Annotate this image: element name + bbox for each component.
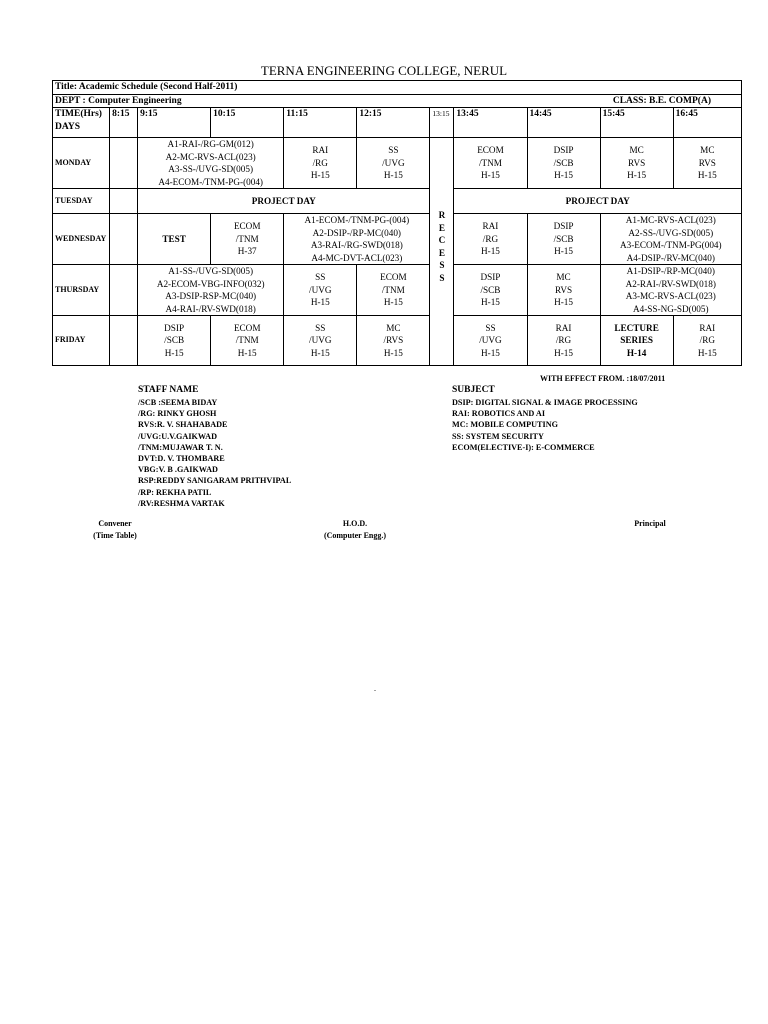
subject-item: SS: SYSTEM SECURITY [452,431,544,441]
batch-line: A3-DSIP-RSP-MC(040) [165,291,257,301]
time-days-header [53,108,110,138]
time-slot: 10:15 [211,108,284,138]
subject: ECOM [477,145,504,156]
day-label: TUESDAY [53,189,110,214]
subject: RAI [555,322,572,333]
timetable [52,80,742,366]
principal-signature [610,518,690,530]
thursday-row [53,265,742,316]
hod-label: H.O.D. [342,519,368,528]
batch-cell [138,265,284,316]
room: H-15 [237,347,257,358]
lecture-series-cell [600,316,673,366]
staff-item: DVT:D. V. THOMBARE [138,454,225,464]
subject: DSIP [164,322,185,333]
room: H-15 [310,297,330,308]
batch-line: A2-RAI-/RV-SWD(018) [625,278,716,289]
staff-item: /SCB :SEEMA BIDAY [138,398,218,407]
room: H-14 [626,347,647,358]
batch-line: A1-ECOM-/TNM-PG-(004) [304,215,410,225]
batch-cell [138,138,284,189]
lecture-cell [211,316,284,366]
lecture-cell [357,265,430,316]
subject-item: DSIP: DIGITAL SIGNAL & IMAGE PROCESSING [452,398,638,407]
friday-row [53,316,742,366]
principal-label: Principal [634,519,666,528]
batch-line: A2-MC-RVS-ACL(023) [165,151,256,162]
subject: MC [556,272,571,283]
batch-line: A1-DSIP-/RP-MC(040) [626,266,715,276]
recess-letter: S [439,272,445,283]
staff-item: RVS:R. V. SHAHABADE [138,420,228,430]
lecture-cell [673,316,741,366]
subject: RAI [312,145,329,156]
day-label: MONDAY [53,138,110,189]
faculty: /UVG [382,157,405,168]
lecture-cell [454,138,527,189]
batch-line: A1-MC-RVS-ACL(023) [625,215,716,225]
recess-column [430,138,454,366]
staff-list [138,384,291,509]
time-slot: 13:45 [454,108,527,138]
empty-cell [110,316,138,366]
batch-line: A3-ECOM-/TNM-PG(004) [620,240,722,250]
subject-list [452,384,638,453]
test-cell: TEST [138,214,211,265]
lecture-cell [357,316,430,366]
room: H-15 [554,297,573,308]
lecture-cell [454,265,527,316]
faculty: /RG [312,157,328,168]
room: H-15 [310,170,330,181]
lecture-cell [600,138,673,189]
staff-item: /TNM:MUJAWAR T. N. [138,442,223,452]
convener-sub: (Time Table) [93,531,137,540]
time-header-row [53,108,742,138]
empty-cell [110,265,138,316]
room: H-15 [554,170,573,181]
batch-line: A4-SS-NG-SD(005) [633,303,709,314]
wednesday-row [53,214,742,265]
subject: DSIP [480,272,501,283]
effective-date: WITH EFFECT FROM. :18/07/2011 [540,374,666,383]
time-label: TIME(Hrs) [55,109,102,119]
room: H-15 [697,347,717,358]
subject: SS [388,145,399,156]
lecture-cell [527,214,600,265]
faculty: /TNM [235,335,259,346]
subject: MC [629,145,644,156]
batch-line: A2-SS-/UVG-SD(005) [628,227,714,238]
room: H-15 [554,246,573,257]
staff-heading: STAFF NAME [138,385,199,395]
time-slot: 9:15 [138,108,211,138]
batch-line: A1-RAI-/RG-GM(012) [167,139,254,149]
stray-dot: . [374,684,376,693]
batch-line: A4-MC-DVT-ACL(023) [311,252,403,263]
room: H-37 [237,246,257,257]
lecture-cell [673,138,741,189]
title-line: Title: Academic Schedule (Second Half-2011) [53,81,742,95]
subject: LECTURE [614,322,659,333]
lecture-cell [527,316,600,366]
batch-line: A3-SS-/UVG-SD(005) [168,164,254,174]
subject: MC [386,322,401,333]
faculty: /SCB [553,233,574,244]
hod-sub: (Computer Engg.) [323,531,387,540]
room: H-15 [554,347,573,358]
empty-cell [110,138,138,189]
college-name: TERNA ENGINEERING COLLEGE, NERUL [260,63,508,78]
subject: ECOM [380,272,407,283]
subject: MC [700,145,715,156]
batch-cell [284,214,430,265]
recess-letter: C [438,235,446,245]
faculty: RVS [628,157,646,168]
batch-line: A4-RAI-/RV-SWD(018) [165,303,256,314]
room: H-15 [310,347,330,358]
recess-letter: E [438,247,445,258]
recess-letter: E [438,222,445,233]
subject: RAI [482,221,499,232]
faculty: /UVG [479,335,502,346]
room: H-15 [164,347,184,358]
faculty: /TNM [381,284,405,295]
subject-suffix: SERIES [620,335,653,346]
faculty: RVS [698,157,716,168]
lecture-cell [357,138,430,189]
batch-line: A1-SS-/UVG-SD(005) [168,266,254,276]
batch-line: A3-MC-RVS-ACL(023) [625,291,716,301]
faculty: /TNM [478,157,502,168]
subject-heading: SUBJECT [452,385,495,395]
lecture-cell [454,316,527,366]
batch-line: A3-RAI-/RG-SWD(018) [310,240,403,250]
faculty: /UVG [309,335,332,346]
lecture-cell [211,214,284,265]
room: H-15 [383,170,403,181]
staff-item: /RV:RESHMA VARTAK [138,498,225,508]
faculty: /RVS [383,335,404,346]
empty-cell [110,189,138,214]
time-slot: 8:15 [110,108,138,138]
project-day-cell: PROJECT DAY [138,189,430,214]
dept-label: DEPT : Computer Engineering [55,95,182,106]
batch-line: A4-DSIP-/RV-MC(040) [626,252,715,263]
convener-signature [70,518,160,542]
time-slot: 16:45 [673,108,741,138]
room: H-15 [383,297,403,308]
time-slot: 13:15 [430,108,454,138]
hod-signature [300,518,410,542]
batch-line: A2-ECOM-VBG-INFO(032) [156,278,265,289]
lecture-cell [284,316,357,366]
room: H-15 [481,297,500,308]
empty-cell [110,214,138,265]
subject: ECOM [233,322,261,333]
recess-letter: R [438,210,446,220]
batch-line: A2-DSIP-/RP-MC(040) [312,227,401,238]
faculty: RVS [554,284,573,295]
tuesday-row [53,189,742,214]
subject: DSIP [553,145,574,156]
subject-item: ECOM(ELECTIVE-I): E-COMMERCE [452,442,595,452]
recess-letter: S [439,260,445,270]
lecture-cell [527,138,600,189]
convener-label: Convener [98,519,132,528]
room: H-15 [697,170,717,181]
staff-item: /UVG:U.V.GAIKWAD [138,431,217,441]
subject: SS [315,322,326,333]
subject: RAI [699,322,716,333]
batch-cell [600,214,741,265]
faculty: /SCB [164,335,185,346]
staff-item: /RG: RINKY GHOSH [138,409,217,419]
time-slot: 14:45 [527,108,600,138]
room: H-15 [481,170,500,181]
faculty: /TNM [235,233,259,244]
time-slot: 15:45 [600,108,673,138]
monday-row [53,138,742,189]
days-label: DAYS [55,121,80,132]
lecture-cell [527,265,600,316]
room: H-15 [481,347,500,358]
room: H-15 [627,170,647,181]
batch-line: A4-ECOM-/TNM-PG-(004) [158,176,263,187]
dept-row [53,94,742,108]
faculty: /UVG [309,284,332,295]
subject-item: MC: MOBILE COMPUTING [452,420,558,430]
subject: ECOM [233,221,261,232]
time-slot: 11:15 [284,108,357,138]
class-label: CLASS: B.E. COMP(A) [612,95,711,106]
faculty: /RG [555,335,572,346]
lecture-cell [284,265,357,316]
room: H-15 [383,347,403,358]
batch-cell [600,265,741,316]
staff-item: /RP: REKHA PATIL [138,487,212,497]
faculty: /RG [482,233,499,244]
day-label: WEDNESDAY [53,214,110,265]
lecture-cell [138,316,211,366]
faculty: /SCB [480,284,501,295]
project-day-cell: PROJECT DAY [454,189,742,214]
subject-item: RAI: ROBOTICS AND AI [452,409,546,419]
subject: DSIP [553,221,574,232]
time-slot: 12:15 [357,108,430,138]
lecture-cell [284,138,357,189]
faculty: /SCB [553,157,574,168]
staff-item: VBG:V. B .GAIKWAD [138,465,218,475]
subject: SS [485,322,496,333]
staff-item: RSP:REDDY SANIGARAM PRITHVIPAL [138,476,292,486]
day-label: FRIDAY [53,316,110,366]
faculty: /RG [699,335,715,346]
lecture-cell [454,214,527,265]
subject: SS [315,272,326,283]
room: H-15 [481,246,500,257]
day-label: THURSDAY [53,265,110,316]
